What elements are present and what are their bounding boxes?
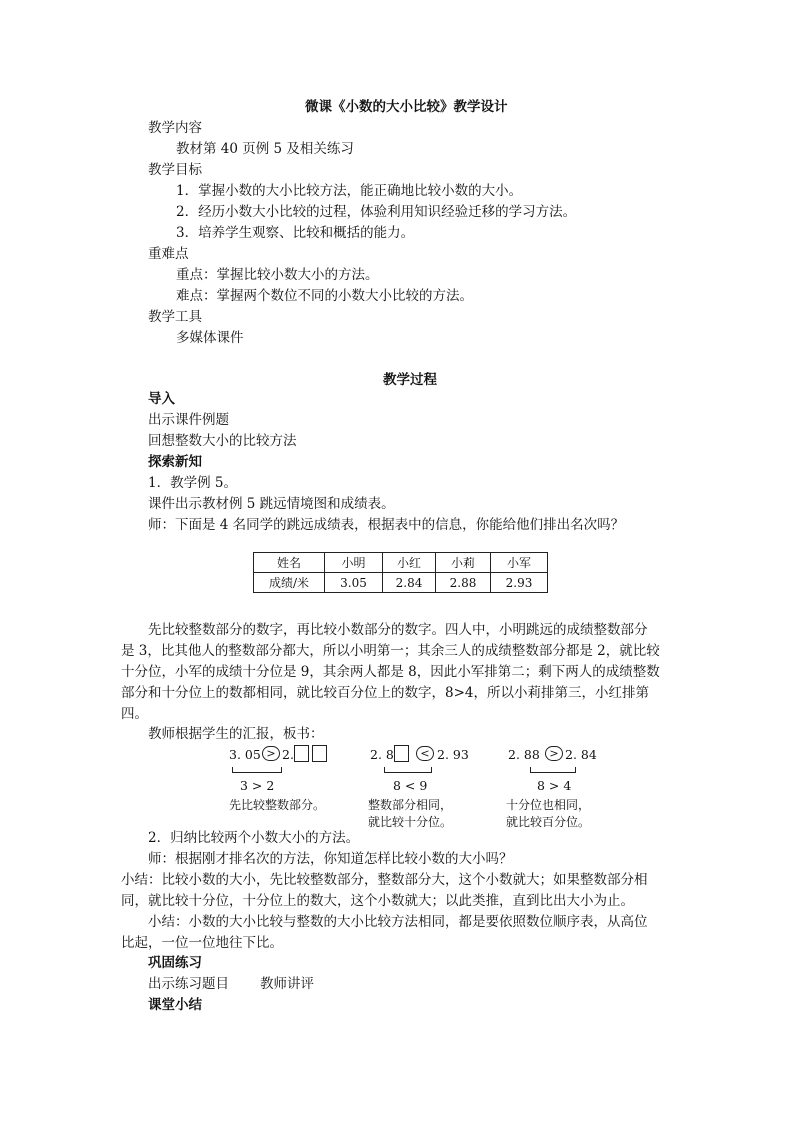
- table-header-row: [254, 553, 548, 573]
- board-note: 就比较百分位。: [506, 815, 591, 829]
- practice-text-2: 教师讲评: [260, 976, 314, 992]
- table-cell: 3.05: [325, 573, 383, 593]
- board-note: 先比较整数部分。: [229, 798, 326, 812]
- analysis-line: 四。: [121, 706, 148, 722]
- goal-item: 1．掌握小数的大小比较方法，能正确地比较小数的大小。: [176, 183, 523, 199]
- board-left-number: 3. 05: [229, 747, 261, 762]
- board-compare: 8 > 4: [537, 778, 572, 793]
- explore-line: 1．教学例 5。: [148, 475, 237, 491]
- content-heading: 教学内容: [148, 120, 202, 136]
- analysis-line: 十分位，小军的成绩十分位是 9，其余两人都是 8，因此小军排第二；剩下两人的成绩整数: [121, 664, 660, 680]
- summary-item: 2．归纳比较两个小数大小的方法。: [148, 830, 360, 846]
- table-cell: 2.84: [383, 573, 436, 593]
- practice-text: 出示练习题目: [148, 976, 229, 992]
- summary-question: 师：根据刚才排名次的方法，你知道怎样比较小数的大小吗？: [148, 851, 513, 867]
- tools-heading: 教学工具: [148, 309, 202, 325]
- table-cell: 2.88: [436, 573, 491, 593]
- board-right-number: 2.: [282, 747, 294, 762]
- board-right-number: 2. 84: [565, 747, 597, 762]
- table-cell: 2.93: [491, 573, 548, 593]
- compare-sign: <: [416, 746, 434, 761]
- intro-line: 出示课件例题: [148, 412, 229, 428]
- board-note: 整数部分相同，: [368, 798, 453, 812]
- analysis-line: 是 3，比其他人的整数部分都大，所以小明第一；其余三人的成绩整数部分都是 2，就比较: [121, 643, 660, 659]
- table-row: [254, 573, 548, 593]
- practice-heading: 巩固练习: [148, 955, 202, 971]
- table-header-cell: 小红: [383, 553, 436, 573]
- keypoints-heading: 重难点: [148, 246, 189, 262]
- bracket: [384, 767, 432, 773]
- board-left-number: 2. 88: [508, 747, 540, 762]
- blank-box: [312, 745, 327, 762]
- blank-box: [394, 745, 409, 762]
- explore-heading: 探索新知: [148, 454, 202, 470]
- compare-sign: >: [262, 746, 280, 761]
- tools-text: 多媒体课件: [176, 330, 244, 346]
- goal-item: 2．经历小数大小比较的过程，体验利用知识经验迁移的学习方法。: [176, 204, 577, 220]
- table-header-cell: 小明: [325, 553, 383, 573]
- board-note: 十分位也相同，: [506, 798, 591, 812]
- board-compare: 8 < 9: [393, 778, 428, 793]
- board-left-number: 2. 8: [370, 747, 394, 762]
- table-header-cell: 姓名: [254, 553, 325, 573]
- difficult-point: 难点：掌握两个数位不同的小数大小比较的方法。: [176, 288, 473, 304]
- score-table: [253, 552, 548, 593]
- goal-item: 3．培养学生观察、比较和概括的能力。: [176, 225, 415, 241]
- key-point: 重点：掌握比较小数大小的方法。: [176, 267, 379, 283]
- closing-heading: 课堂小结: [148, 997, 202, 1013]
- process-heading: 教学过程: [383, 372, 437, 388]
- intro-line: 回想整数大小的比较方法: [148, 433, 297, 449]
- bracket: [232, 767, 282, 773]
- compare-sign: >: [545, 746, 563, 761]
- table-header-cell: 小莉: [436, 553, 491, 573]
- content-text: 教材第 40 页例 5 及相关练习: [176, 141, 354, 157]
- analysis-line: 部分和十分位上的数都相同，就比较百分位上的数字，8>4，所以小莉排第三，小红排第: [121, 685, 649, 701]
- bracket: [530, 767, 576, 773]
- page-title: 微课《小数的大小比较》教学设计: [305, 99, 508, 115]
- board-compare: 3 > 2: [240, 778, 275, 793]
- board-note: 就比较十分位。: [368, 815, 453, 829]
- analysis-line: 先比较整数部分的数字，再比较小数部分的数字。四人中，小明跳远的成绩整数部分: [148, 622, 648, 638]
- explore-line: 课件出示教材例 5 跳远情境图和成绩表。: [148, 496, 395, 512]
- board-right-number: 2. 93: [437, 747, 469, 762]
- intro-heading: 导入: [148, 391, 175, 407]
- explore-line: 师：下面是 4 名同学的跳远成绩表，根据表中的信息，你能给他们排出名次吗？: [148, 517, 625, 533]
- table-cell: 成绩/米: [254, 573, 325, 593]
- blank-box: [294, 745, 309, 762]
- board-intro: 教师根据学生的汇报，板书：: [148, 726, 324, 742]
- table-header-cell: 小军: [491, 553, 548, 573]
- summary-line: 同，就比较十分位，十分位上的数大，这个小数就大；以此类推，直到比出大小为止。: [121, 893, 634, 909]
- goals-heading: 教学目标: [148, 162, 202, 178]
- summary-line: 小结：小数的大小比较与整数的大小比较方法相同，都是要依照数位顺序表，从高位: [148, 914, 648, 930]
- summary-line: 小结：比较小数的大小，先比较整数部分，整数部分大，这个小数就大；如果整数部分相: [121, 872, 648, 888]
- summary-line: 比起，一位一位地往下比。: [121, 935, 283, 951]
